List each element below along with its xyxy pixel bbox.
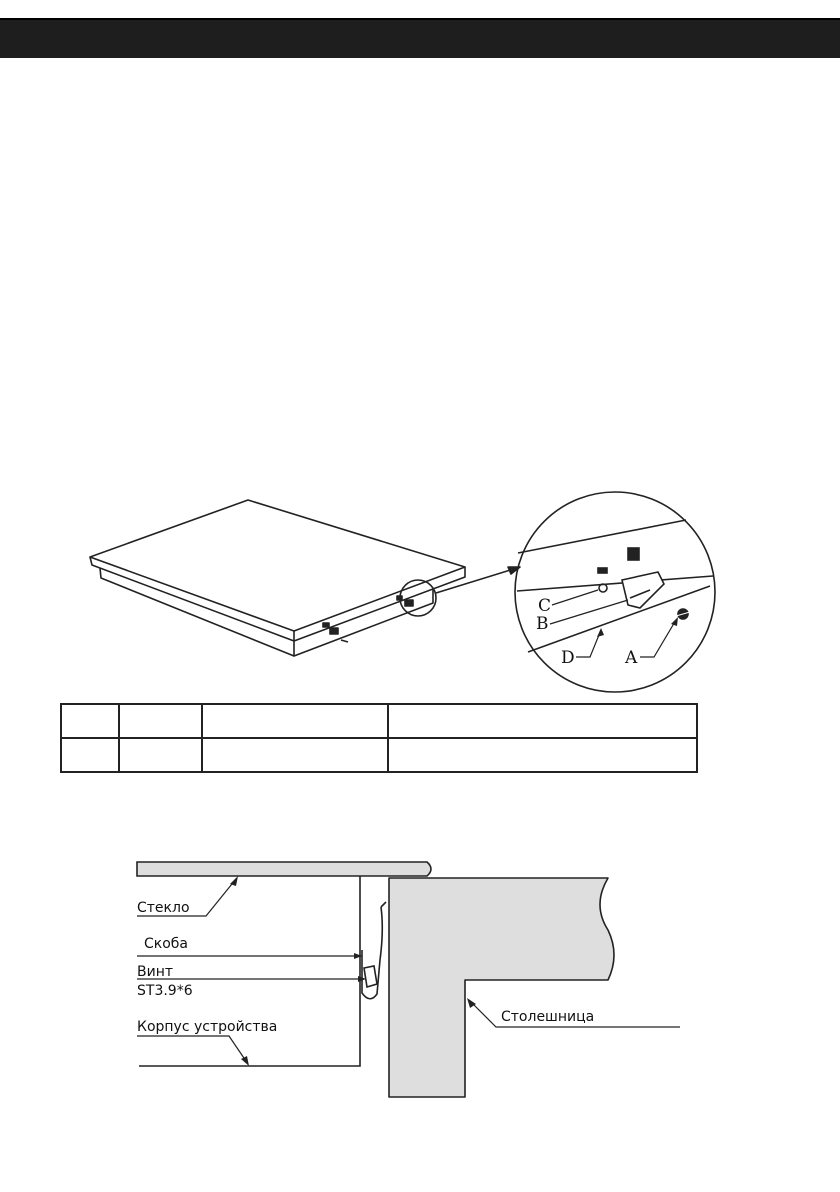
svg-text:D: D — [561, 648, 575, 668]
svg-text:A: A — [625, 648, 638, 668]
svg-text:Корпус устройства: Корпус устройства — [137, 1019, 278, 1035]
svg-text:Стекло: Стекло — [137, 900, 190, 916]
bracket-detail-view — [515, 492, 715, 692]
table-row — [61, 738, 697, 772]
parts-table — [60, 703, 698, 773]
table-cell — [61, 704, 119, 738]
hob-isometric-drawing — [90, 500, 520, 656]
svg-text:Скоба: Скоба — [144, 936, 189, 952]
table-cell — [202, 704, 388, 738]
svg-text:C: C — [538, 596, 552, 616]
table-row — [61, 704, 697, 738]
table-cell — [202, 738, 388, 772]
table-cell — [61, 738, 119, 772]
callout-a — [624, 617, 678, 668]
svg-text:B: B — [536, 614, 549, 634]
table-cell — [388, 738, 697, 772]
table-cell — [119, 738, 202, 772]
svg-text:Столешница: Столешница — [501, 1009, 595, 1025]
label-bracket — [137, 936, 362, 959]
label-glass — [137, 876, 238, 916]
svg-text:ST3.9*6: ST3.9*6 — [137, 983, 193, 999]
callout-d — [561, 628, 604, 668]
table-cell — [388, 704, 697, 738]
svg-text:Винт: Винт — [137, 964, 174, 980]
table-cell — [119, 704, 202, 738]
label-screw — [137, 964, 366, 999]
label-housing — [137, 1019, 277, 1066]
label-countertop — [467, 998, 680, 1027]
